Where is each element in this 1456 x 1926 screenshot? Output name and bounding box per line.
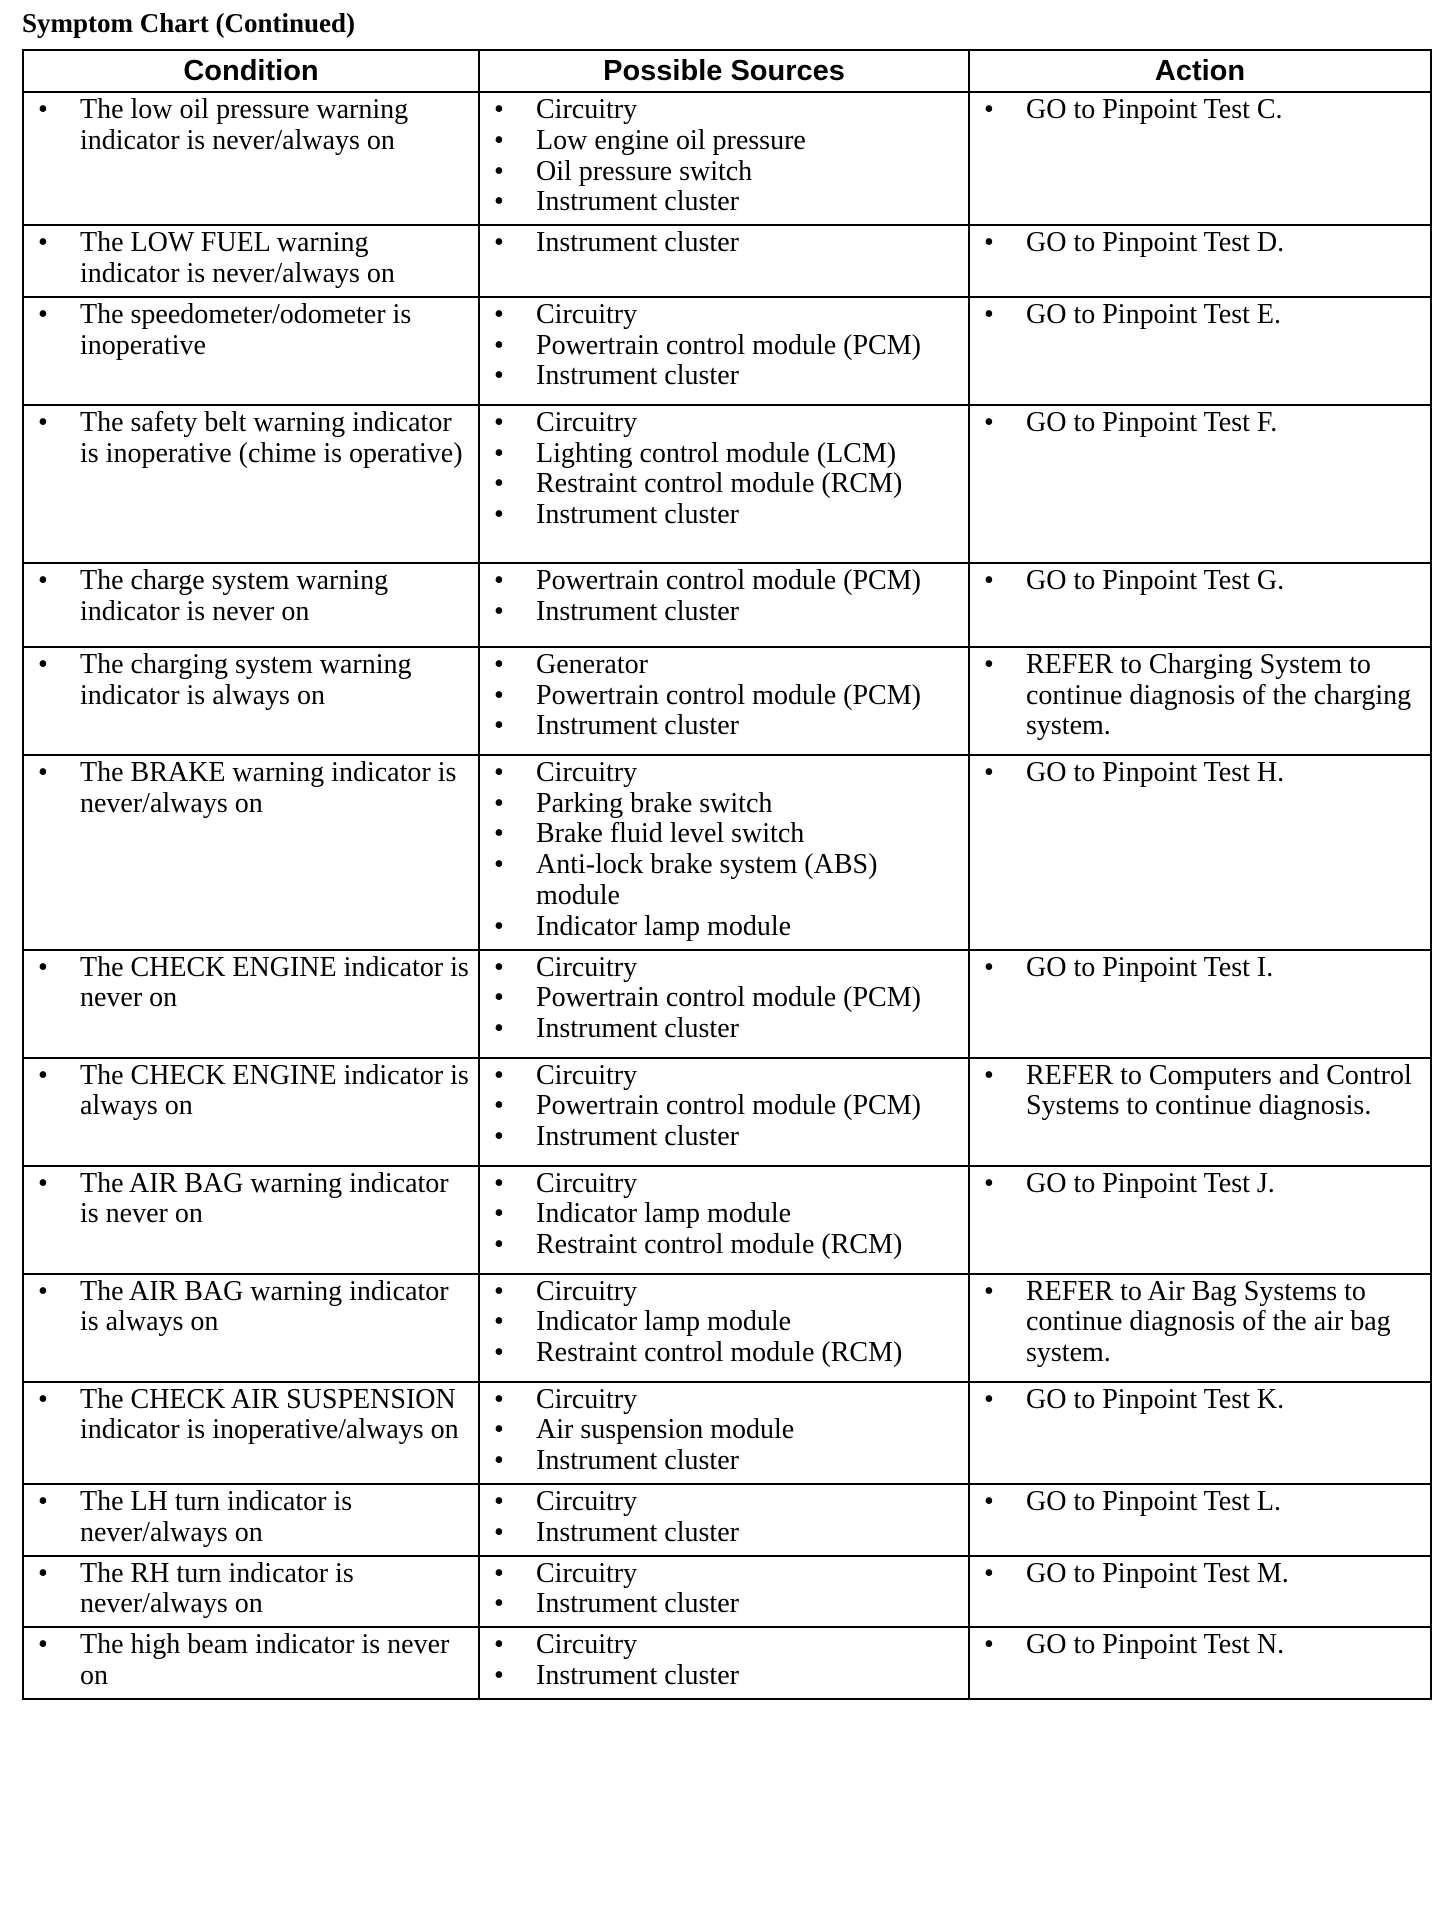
- possible-sources-cell: [479, 1627, 969, 1699]
- bullet-list: [24, 1275, 478, 1345]
- bullet-item: • The LOW FUEL warning indicator is never/always on: [24, 228, 470, 290]
- bullet-item: • Brake fluid level switch: [480, 819, 960, 850]
- bullet-list: [480, 1167, 968, 1267]
- bullet-item: • Air suspension module: [480, 1415, 960, 1446]
- bullet-list: [24, 226, 478, 296]
- bullet-item: • Circuitry: [480, 1385, 960, 1416]
- bullet-item: • Circuitry: [480, 1630, 960, 1661]
- bullet-list: [970, 1383, 1430, 1422]
- condition-cell: [23, 1382, 479, 1484]
- bullet-item: • GO to Pinpoint Test I.: [970, 953, 1422, 984]
- bullet-list: [970, 564, 1430, 603]
- action-cell: [969, 1484, 1431, 1556]
- action-cell: [969, 1382, 1431, 1484]
- bullet-list: [24, 298, 478, 368]
- condition-cell: [23, 1058, 479, 1166]
- bullet-list: [970, 951, 1430, 990]
- bullet-list: [970, 648, 1430, 748]
- possible-sources-cell: [479, 1058, 969, 1166]
- bullet-item: • GO to Pinpoint Test N.: [970, 1630, 1422, 1661]
- action-cell: [969, 297, 1431, 405]
- bullet-list: [24, 1383, 478, 1453]
- table-row: [23, 405, 1431, 563]
- bullet-item: • Instrument cluster: [480, 1122, 960, 1153]
- bullet-item: • Parking brake switch: [480, 789, 960, 820]
- bullet-item: • Circuitry: [480, 1559, 960, 1590]
- condition-cell: [23, 405, 479, 563]
- possible-sources-cell: [479, 647, 969, 755]
- bullet-list: [480, 564, 968, 634]
- bullet-item: • Circuitry: [480, 758, 960, 789]
- bullet-list: [970, 1485, 1430, 1524]
- action-cell: [969, 1627, 1431, 1699]
- action-cell: [969, 950, 1431, 1058]
- table-row: [23, 297, 1431, 405]
- bullet-list: [24, 1059, 478, 1129]
- bullet-item: • GO to Pinpoint Test H.: [970, 758, 1422, 789]
- bullet-list: [24, 93, 478, 163]
- bullet-item: • Restraint control module (RCM): [480, 1338, 960, 1369]
- bullet-item: • Circuitry: [480, 1061, 960, 1092]
- bullet-list: [24, 648, 478, 718]
- bullet-list: [480, 1485, 968, 1555]
- condition-cell: [23, 1627, 479, 1699]
- bullet-list: [970, 1167, 1430, 1206]
- condition-cell: [23, 297, 479, 405]
- possible-sources-cell: [479, 297, 969, 405]
- possible-sources-cell: [479, 563, 969, 647]
- condition-cell: [23, 1484, 479, 1556]
- possible-sources-cell: [479, 1556, 969, 1628]
- bullet-item: • Instrument cluster: [480, 1661, 960, 1692]
- bullet-item: • Instrument cluster: [480, 1014, 960, 1045]
- bullet-list: [480, 951, 968, 1051]
- bullet-item: • The CHECK ENGINE indicator is never on: [24, 953, 470, 1015]
- bullet-item: • Indicator lamp module: [480, 1307, 960, 1338]
- bullet-item: • Restraint control module (RCM): [480, 469, 960, 500]
- action-cell: [969, 405, 1431, 563]
- action-cell: [969, 563, 1431, 647]
- bullet-item: • GO to Pinpoint Test M.: [970, 1559, 1422, 1590]
- possible-sources-cell: [479, 1274, 969, 1382]
- bullet-item: • The high beam indicator is never on: [24, 1630, 470, 1692]
- bullet-item: • The CHECK AIR SUSPENSION indicator is inoperative/always on: [24, 1385, 470, 1447]
- bullet-list: [24, 406, 478, 476]
- table-row: [23, 1627, 1431, 1699]
- action-cell: [969, 1556, 1431, 1628]
- bullet-item: • Lighting control module (LCM): [480, 439, 960, 470]
- bullet-item: • Powertrain control module (PCM): [480, 1091, 960, 1122]
- condition-cell: [23, 1166, 479, 1274]
- header-row: [23, 50, 1431, 92]
- bullet-list: [970, 1628, 1430, 1667]
- bullet-list: [480, 93, 968, 224]
- condition-cell: [23, 755, 479, 950]
- bullet-list: [480, 1383, 968, 1483]
- bullet-item: • Instrument cluster: [480, 361, 960, 392]
- bullet-item: • Instrument cluster: [480, 1589, 960, 1620]
- table-row: [23, 92, 1431, 225]
- possible-sources-cell: [479, 1166, 969, 1274]
- possible-sources-cell: [479, 225, 969, 297]
- action-cell: [969, 1274, 1431, 1382]
- bullet-item: • GO to Pinpoint Test F.: [970, 408, 1422, 439]
- bullet-list: [480, 1059, 968, 1159]
- bullet-item: • Circuitry: [480, 1169, 960, 1200]
- bullet-item: • Powertrain control module (PCM): [480, 331, 960, 362]
- possible-sources-cell: [479, 405, 969, 563]
- possible-sources-cell: [479, 1484, 969, 1556]
- bullet-list: [24, 1167, 478, 1237]
- bullet-list: [970, 756, 1430, 795]
- bullet-item: • The AIR BAG warning indicator is always on: [24, 1277, 470, 1339]
- bullet-list: [24, 951, 478, 1021]
- table-row: [23, 950, 1431, 1058]
- table-row: [23, 1166, 1431, 1274]
- bullet-list: [970, 1557, 1430, 1596]
- table-row: [23, 1058, 1431, 1166]
- bullet-item: • Anti-lock brake system (ABS) module: [480, 850, 960, 912]
- possible-sources-cell: [479, 1382, 969, 1484]
- action-cell: [969, 755, 1431, 950]
- symptom-chart-table: [22, 49, 1432, 1700]
- bullet-list: [970, 298, 1430, 337]
- bullet-list: [480, 226, 968, 265]
- action-cell: [969, 225, 1431, 297]
- bullet-item: • REFER to Computers and Control Systems to continue diagnosis.: [970, 1061, 1422, 1123]
- table-row: [23, 563, 1431, 647]
- bullet-item: • The LH turn indicator is never/always on: [24, 1487, 470, 1549]
- condition-cell: [23, 92, 479, 225]
- bullet-item: • Instrument cluster: [480, 597, 960, 628]
- bullet-item: • Circuitry: [480, 95, 960, 126]
- bullet-item: • Instrument cluster: [480, 500, 960, 531]
- bullet-item: • Powertrain control module (PCM): [480, 983, 960, 1014]
- condition-cell: [23, 950, 479, 1058]
- bullet-item: • Circuitry: [480, 953, 960, 984]
- table-row: [23, 1382, 1431, 1484]
- possible-sources-cell: [479, 755, 969, 950]
- condition-cell: [23, 225, 479, 297]
- action-header: Action: [969, 50, 1431, 92]
- bullet-list: [970, 93, 1430, 132]
- bullet-list: [480, 1557, 968, 1627]
- bullet-list: [970, 1275, 1430, 1375]
- bullet-item: • Circuitry: [480, 300, 960, 331]
- bullet-list: [24, 1628, 478, 1698]
- bullet-list: [970, 1059, 1430, 1129]
- bullet-list: [480, 648, 968, 748]
- bullet-item: • Circuitry: [480, 1277, 960, 1308]
- bullet-item: • The safety belt warning indicator is inoperative (chime is operative): [24, 408, 470, 470]
- bullet-item: • Restraint control module (RCM): [480, 1230, 960, 1261]
- table-row: [23, 1556, 1431, 1628]
- bullet-list: [24, 1557, 478, 1627]
- bullet-item: • The AIR BAG warning indicator is never on: [24, 1169, 470, 1231]
- action-cell: [969, 1058, 1431, 1166]
- bullet-item: • Instrument cluster: [480, 1446, 960, 1477]
- bullet-item: • GO to Pinpoint Test L.: [970, 1487, 1422, 1518]
- bullet-item: • GO to Pinpoint Test D.: [970, 228, 1422, 259]
- bullet-item: • Instrument cluster: [480, 187, 960, 218]
- table-row: [23, 755, 1431, 950]
- bullet-item: • Powertrain control module (PCM): [480, 681, 960, 712]
- table-row: [23, 1484, 1431, 1556]
- possible-sources-cell: [479, 92, 969, 225]
- action-cell: [969, 92, 1431, 225]
- condition-cell: [23, 563, 479, 647]
- bullet-list: [480, 1275, 968, 1375]
- bullet-item: • GO to Pinpoint Test E.: [970, 300, 1422, 331]
- bullet-item: • Instrument cluster: [480, 1518, 960, 1549]
- bullet-item: • Generator: [480, 650, 960, 681]
- condition-header: Condition: [23, 50, 479, 92]
- bullet-item: • Circuitry: [480, 1487, 960, 1518]
- table-row: [23, 225, 1431, 297]
- bullet-item: • Powertrain control module (PCM): [480, 566, 960, 597]
- bullet-item: • Circuitry: [480, 408, 960, 439]
- bullet-item: • GO to Pinpoint Test C.: [970, 95, 1422, 126]
- bullet-item: • The speedometer/odometer is inoperative: [24, 300, 470, 362]
- bullet-list: [480, 298, 968, 398]
- condition-cell: [23, 1556, 479, 1628]
- bullet-item: • Low engine oil pressure: [480, 126, 960, 157]
- bullet-list: [970, 406, 1430, 445]
- bullet-list: [24, 564, 478, 634]
- possible-sources-cell: [479, 950, 969, 1058]
- bullet-item: • Instrument cluster: [480, 228, 960, 259]
- bullet-item: • The CHECK ENGINE indicator is always on: [24, 1061, 470, 1123]
- bullet-list: [970, 226, 1430, 265]
- action-cell: [969, 647, 1431, 755]
- possible-sources-header: Possible Sources: [479, 50, 969, 92]
- bullet-item: • Instrument cluster: [480, 711, 960, 742]
- table-row: [23, 647, 1431, 755]
- bullet-item: • REFER to Charging System to continue diagnosis of the charging system.: [970, 650, 1422, 742]
- condition-cell: [23, 647, 479, 755]
- bullet-list: [24, 756, 478, 826]
- bullet-list: [480, 1628, 968, 1698]
- table-body: [23, 92, 1431, 1699]
- bullet-item: • GO to Pinpoint Test K.: [970, 1385, 1422, 1416]
- action-cell: [969, 1166, 1431, 1274]
- bullet-item: • GO to Pinpoint Test G.: [970, 566, 1422, 597]
- condition-cell: [23, 1274, 479, 1382]
- bullet-item: • The charge system warning indicator is never on: [24, 566, 470, 628]
- page-title: Symptom Chart (Continued): [22, 8, 356, 38]
- bullet-list: [480, 756, 968, 949]
- bullet-list: [24, 1485, 478, 1555]
- table-row: [23, 1274, 1431, 1382]
- bullet-item: • REFER to Air Bag Systems to continue diagnosis of the air bag system.: [970, 1277, 1422, 1369]
- bullet-item: • The low oil pressure warning indicator is never/always on: [24, 95, 470, 157]
- bullet-item: • Oil pressure switch: [480, 157, 960, 188]
- bullet-item: • The charging system warning indicator is always on: [24, 650, 470, 712]
- bullet-item: • Indicator lamp module: [480, 1199, 960, 1230]
- bullet-item: • GO to Pinpoint Test J.: [970, 1169, 1422, 1200]
- bullet-item: • The BRAKE warning indicator is never/always on: [24, 758, 470, 820]
- bullet-item: • The RH turn indicator is never/always on: [24, 1559, 470, 1621]
- bullet-item: • Indicator lamp module: [480, 912, 960, 943]
- bullet-list: [480, 406, 968, 537]
